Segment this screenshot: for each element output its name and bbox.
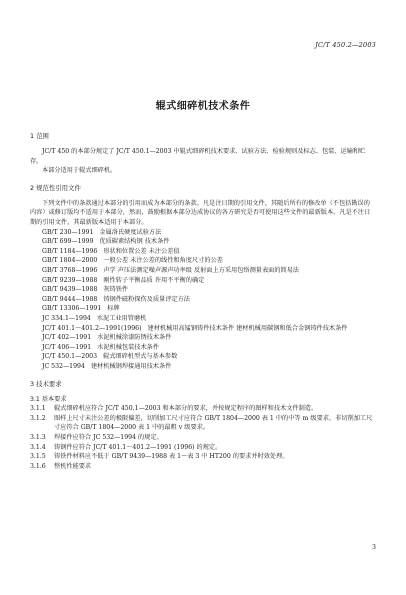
reference-name: 优质碳素结构钢 技术条件 (99, 238, 170, 246)
clause-number: 3.1.2 (30, 414, 46, 422)
clause-text: 焊接件应符合 JC 532—1994 的规定。 (54, 434, 163, 441)
reference-code: GB/T 230—1991 (42, 228, 94, 236)
clause-item (30, 443, 376, 453)
reference-code: GB/T 13306—1991 (42, 305, 102, 313)
reference-item (30, 314, 376, 324)
section-heading-requirements: 3 技术要求 (30, 379, 62, 388)
clause-text: 整机性能要求 (54, 462, 92, 470)
reference-code: GB/T 1184—1996 (42, 247, 98, 255)
reference-item (30, 266, 376, 276)
reference-item (30, 228, 376, 238)
reference-item (30, 237, 376, 247)
clause-number: 3.1.5 (30, 453, 46, 461)
reference-code: GB/T 9239—1988 (42, 276, 98, 284)
reference-name: 声学 声压法测定噪声源声功率级 反射面上方采用包络测量表面的简易法 (103, 266, 300, 274)
clause-list (30, 404, 376, 471)
reference-code: JC/T 401.1～401.2—1991(1996) (42, 324, 142, 332)
clause-item (30, 404, 376, 414)
reference-name: 形状和位置公差 未注公差值 (103, 247, 180, 255)
reference-item (30, 276, 376, 286)
reference-list (30, 228, 376, 372)
clause-item (30, 452, 376, 462)
reference-name: 灰铸铁件 (103, 286, 129, 294)
reference-item (30, 324, 376, 334)
reference-name: 标牌 (107, 305, 120, 313)
document-title: 辊式细碎机技术条件 (155, 101, 251, 112)
reference-item (30, 333, 376, 343)
clause-item (30, 414, 376, 433)
reference-name: 金属洛氏硬度试验方法 (99, 228, 162, 236)
reference-name: 建材机械用高锰钢铸件技术条件 建材机械用碳钢和低合金钢铸件技术条件 (147, 324, 348, 332)
reference-code: JC 334.1—1994 (42, 314, 91, 322)
clause-number: 3.1.4 (30, 443, 46, 451)
clause-item (30, 462, 376, 472)
reference-code: GB/T 3768—1996 (42, 266, 98, 274)
reference-code: GB/T 699—1999 (42, 238, 94, 246)
standard-code-header: JC/T 450.2—2003 (315, 41, 376, 49)
section-heading-references: 2 规范性引用文件 (30, 183, 81, 192)
reference-code: JC/T 402—1991 (42, 334, 92, 342)
reference-name: 水泥机械涂漆防锈技术条件 (97, 334, 172, 342)
clause-text: 铸铁件材料应不低于 GB/T 9439—1988 表 1～表 3 中 HT200 的要求并时效处理。 (54, 453, 289, 461)
clause-text: 铸钢件应符合 JC/T 401.1～401.2—1991 (1996) 的规定。 (54, 443, 222, 451)
reference-item (30, 247, 376, 257)
reference-name: 一般公差 未注公差的线性和角度尺寸的公差 (103, 257, 223, 265)
clause-text: 辊式细碎机应符合 JC/T 450.1—2003 和本部分的要求，并按规定程序的图样和技术文件制造。 (54, 405, 318, 413)
clause-item (30, 433, 376, 443)
reference-item (30, 352, 376, 362)
reference-name: 刚性转子平衡品质 许用不平衡的确定 (103, 276, 205, 284)
clause-number: 3.1.3 (30, 434, 46, 441)
reference-item (30, 343, 376, 353)
reference-item (30, 285, 376, 295)
references-intro: 下列文件中的条款通过本部分的引用而成为本部分的条款。凡是注日期的引用文件，其随后所有的修改单（不包括勘误的内容）或修订版均不适用于本部分，然而，鼓励根据本部分达成协议的各方研究是否可使用这些文件的最新版本。凡是不注日期的引用文件，其最新版本适用于本部分。 (30, 199, 371, 226)
reference-code: JC 532—1994 (42, 363, 85, 371)
reference-code: GB/T 9444—1988 (42, 295, 98, 303)
page-number: 3 (372, 544, 376, 551)
section-heading-scope: 1 范围 (30, 132, 49, 140)
reference-code: JC/T 406—1991 (42, 343, 92, 351)
clause-number: 3.1.6 (30, 462, 46, 470)
reference-code: GB/T 9439—1988 (42, 286, 98, 294)
reference-name: 水泥机械包装技术条件 (97, 343, 160, 351)
reference-code: JC/T 450.1—2003 (42, 353, 98, 361)
clause-number: 3.1.1 (30, 405, 46, 413)
reference-name: 水泥工业用管磨机 (96, 314, 147, 322)
scope-paragraph: JC/T 450 的本部分规定了 JC/T 450.1—2003 中辊式细碎机技术要求、试验方法、检验规则及标志、包装、运输和贮存。 (30, 147, 366, 165)
reference-item (30, 304, 376, 314)
reference-item (30, 256, 376, 266)
reference-item (30, 295, 376, 305)
subsection-heading-basic: 3.1 基本要求 (30, 395, 67, 403)
reference-item (30, 362, 376, 372)
document-body (30, 132, 376, 471)
clause-text: 图样上尺寸未注公差的极限偏差，切削加工尺寸应符合 GB/T 1804—2000 表 1 中的中等 m 级要求，非切削加工尺寸应符合 GB/T 1804—2000 表 1 中的最粗 v 级要求。 (54, 414, 373, 432)
reference-name: 建材机械钢焊接通用技术条件 (90, 363, 172, 371)
reference-name: 铸钢件磁粉探伤及质量评定方法 (103, 295, 190, 303)
reference-code: GB/T 1804—2000 (42, 257, 98, 265)
scope-applicability: 本部分适用于辊式细碎机。 (42, 167, 117, 175)
reference-name: 辊式细碎机型式与基本参数 (103, 353, 178, 361)
